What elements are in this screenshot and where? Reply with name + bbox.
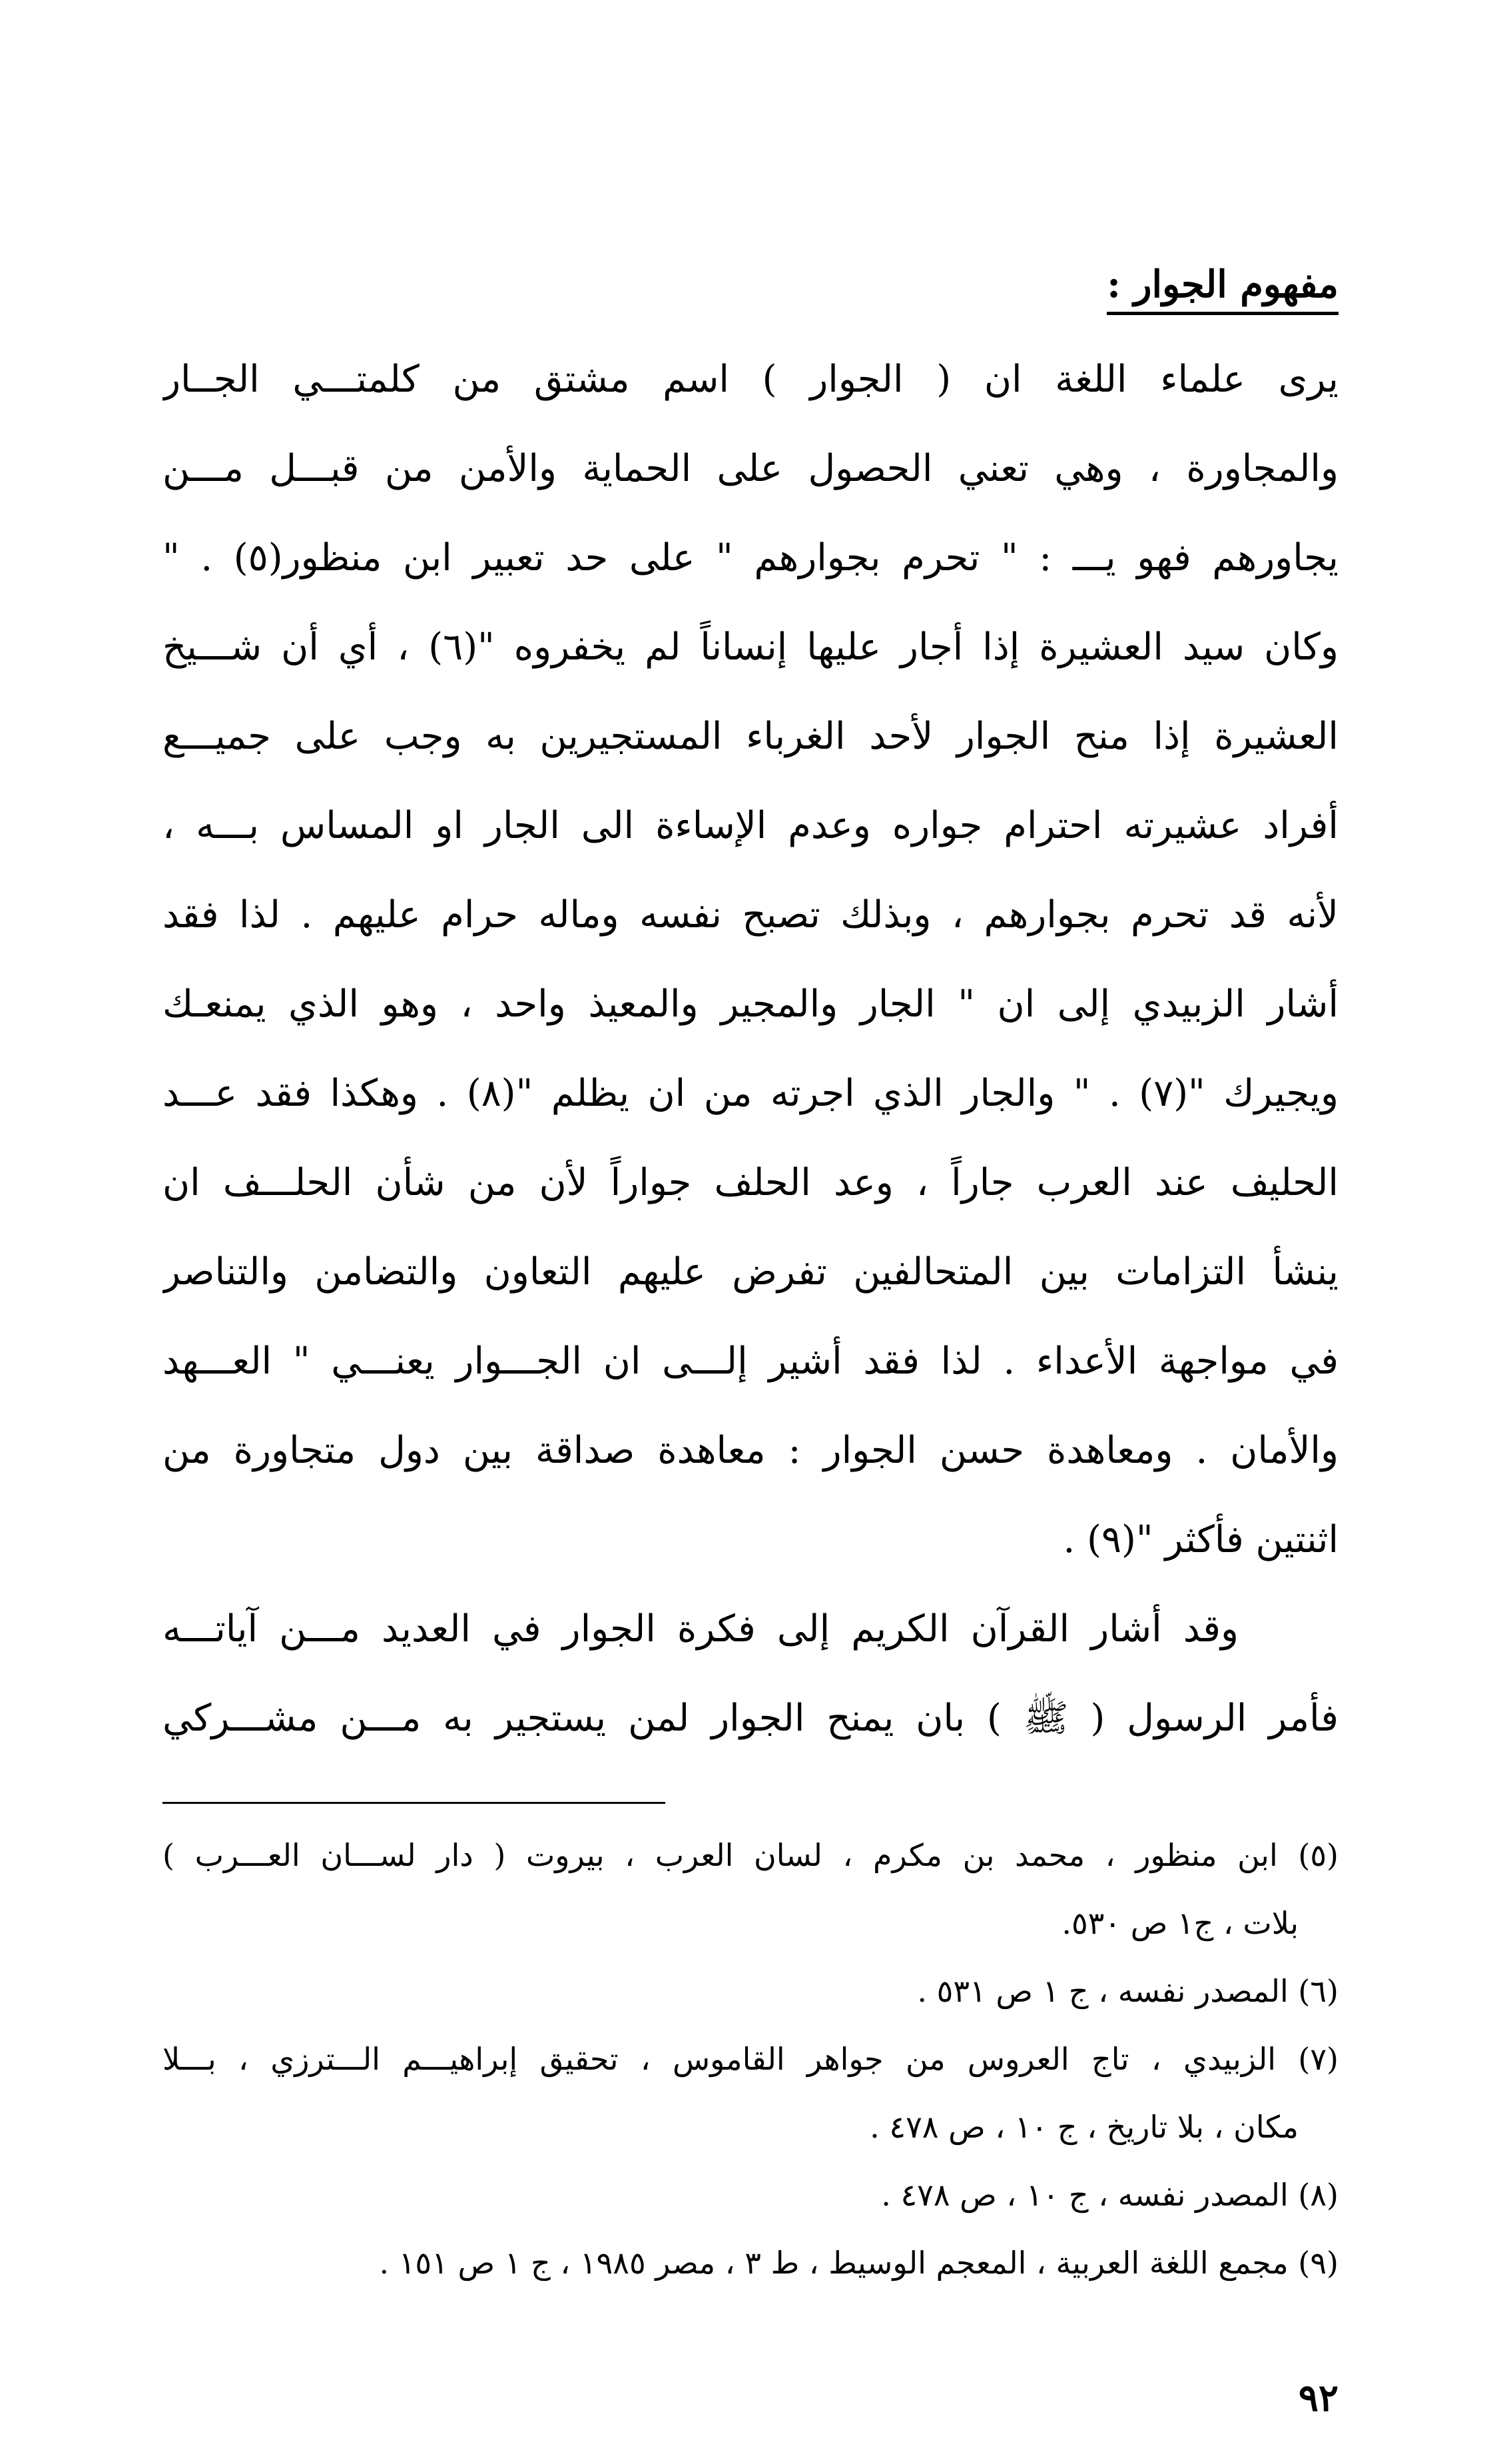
body-line: يجاورهم فهو يـــ : " تحرم بجوارهم " على حد تعبير ابن منظور(٥) . " [162,536,1339,580]
page-number: ٩٢ [1298,2376,1339,2420]
footnote: (٨) المصدر نفسه ، ج ١٠ ، ص ٤٧٨ . [881,2177,1339,2213]
body-line: في مواجهة الأعداء . لذا فقد أشير إلـــى ان الجـــوار يعنـــي " العـــهد [162,1340,1339,1383]
footnotes [162,1825,1339,2301]
body-line: ويجيرك "(٧) . " والجار الذي اجرته من ان يظلم "(٨) . وهكذا فقد عـــد [162,1072,1339,1115]
section-heading: مفهوم الجوار : [1107,261,1339,315]
footnote-separator [162,1802,665,1804]
body-line: وقد أشار القرآن الكريم إلى فكرة الجوار في العديد مـــن آياتـــه [162,1607,1239,1651]
footnote: (٩) مجمع اللغة العربية ، المعجم الوسيط ، ط ٣ ، مصر ١٩٨٥ ، ج ١ ص ١٥١ . [379,2245,1339,2281]
body-line: لأنه قد تحرم بجوارهم ، وبذلك تصبح نفسه وماله حرام عليهم . لذا فقد [162,893,1339,937]
body-line: اثنتين فأكثر "(٩) . [1063,1518,1339,1561]
body-line: يرى علماء اللغة ان ( الجوار ) اسم مشتق من كلمتـــي الجــار [162,358,1339,401]
body-line: فأمر الرسول ( ﷺ ) بان يمنح الجوار لمن يستجير به مـــن مشـــركي [162,1697,1339,1740]
body-line: أفراد عشيرته احترام جواره وعدم الإساءة الى الجار او المساس بـــه ، [162,804,1339,847]
footnote: (٧) الزبيدي ، تاج العروس من جواهر القاموس ، تحقيق إبراهيـــم الـــترزي ، بـــلا [162,2041,1339,2077]
body-line: الحليف عند العرب جاراً ، وعد الحلف جواراً لأن من شأن الحلـــف ان [162,1161,1339,1204]
footnote-continuation: بلات ، ج١ ص ٥٣٠. [1061,1905,1299,1941]
footnote-continuation: مكان ، بلا تاريخ ، ج ١٠ ، ص ٤٧٨ . [870,2109,1299,2145]
body-text [162,346,1339,1775]
body-line: ينشأ التزامات بين المتحالفين تفرض عليهم التعاون والتضامن والتناصر [162,1250,1339,1294]
body-line: العشيرة إذا منح الجوار لأحد الغرباء المستجيرين به وجب على جميـــع [162,715,1339,758]
footnote: (٦) المصدر نفسه ، ج ١ ص ٥٣١ . [917,1973,1339,2009]
footnote: (٥) ابن منظور ، محمد بن مكرم ، لسان العرب ، بيروت ( دار لســـان العـــرب ) [162,1837,1339,1873]
body-line: والمجاورة ، وهي تعني الحصول على الحماية والأمن من قبـــل مـــن [162,447,1339,490]
body-line: وكان سيد العشيرة إذا أجار عليها إنساناً لم يخفروه "(٦) ، أي أن شـــيخ [162,625,1339,669]
body-line: أشار الزبيدي إلى ان " الجار والمجير والمعيذ واحد ، وهو الذي يمنعـك [162,983,1339,1026]
body-line: والأمان . ومعاهدة حسن الجوار : معاهدة صداقة بين دول متجاورة من [162,1429,1339,1472]
